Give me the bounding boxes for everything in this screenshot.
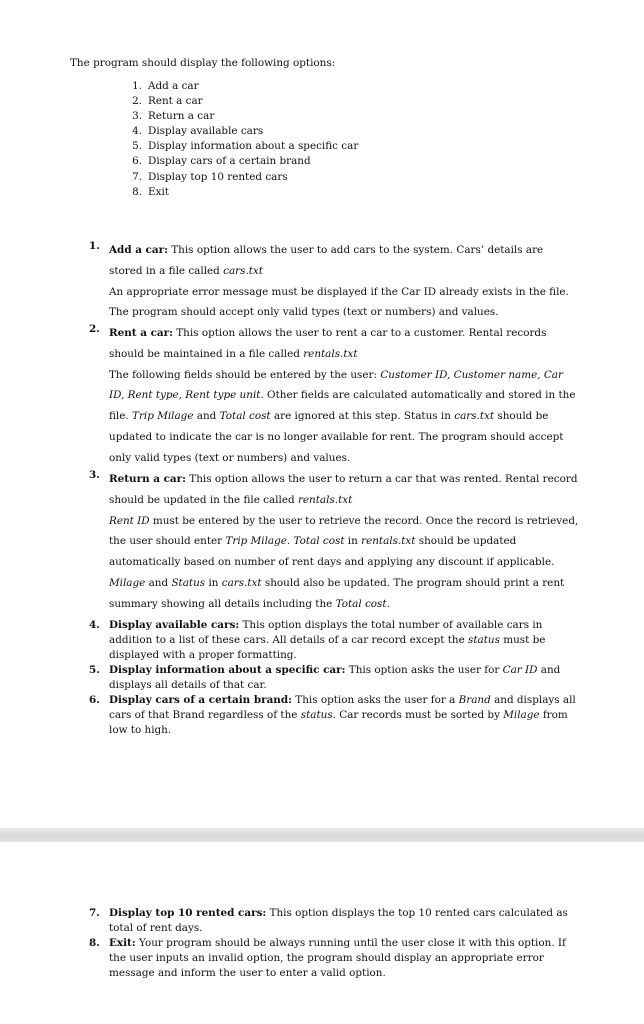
paragraph: Add a car: This option allows the user to add cars to the system. Cars’ details are stored in a file called cars.txt bbox=[109, 244, 544, 277]
option-item-display-available: 4. Display available cars bbox=[132, 125, 264, 138]
paragraph: Rent ID must be entered by the user to retrieve the record. Once the record is retrieved, the user should enter Trip Milage. Total cost in rentals.txt should be updated automatically based on number of rent days and applying any discount if applicable. Milage and Status in cars.txt should also be updated. The program should print a rent summary showing all details including the Total cost. bbox=[109, 514, 579, 610]
paragraph: Display information about a specific car: This option asks the user for Car ID and displays all details of that car. bbox=[109, 664, 561, 691]
description-display-available: 4. Display available cars: This option displays the total number of available cars in addition to a list of these cars. All details of a car record except the status must be displayed with a proper formatting. bbox=[109, 618, 579, 663]
desc-title: Return a car: bbox=[109, 473, 186, 485]
paragraph: Display top 10 rented cars: This option displays the top 10 rented cars calculated as total of rent days. bbox=[109, 907, 568, 934]
paragraph: Rent a car: This option allows the user to rent a car to a customer. Rental records should be maintained in a file called rentals.txt bbox=[109, 327, 547, 360]
description-display-brand: 6. Display cars of a certain brand: This option asks the user for a Brand and displays all cars of that Brand regardless of the status. Car records must be sorted by Milage from low to high. bbox=[109, 693, 579, 738]
description-add-car: 1. Add a car: This option allows the user to add cars to the system. Cars’ details are stored in a file called cars.txt An appropriate error message must be displayed if the Car ID already exists in the file. The program should accept only valid types (text or numbers) and values. bbox=[109, 240, 579, 323]
page-divider bbox=[0, 828, 644, 842]
desc-title: Display cars of a certain brand: bbox=[109, 694, 292, 706]
description-display-info: 5. Display information about a specific car: This option asks the user for Car ID and displays all details of that car. bbox=[109, 663, 579, 693]
option-item-return-car: 3. Return a car bbox=[132, 110, 215, 123]
option-item-display-top10: 7. Display top 10 rented cars bbox=[132, 170, 288, 183]
option-item-rent-car: 2. Rent a car bbox=[132, 95, 203, 108]
option-item-exit: 8. Exit bbox=[132, 185, 169, 198]
description-exit: 8. Exit: Your program should be always running until the user close it with this option. If the user inputs an invalid option, the program should display an appropriate error message and inform the user to enter a valid option. bbox=[109, 936, 579, 981]
options-list bbox=[132, 79, 359, 200]
paragraph: An appropriate error message must be displayed if the Car ID already exists in the file. The program should accept only valid types (text or numbers) and values. bbox=[109, 285, 569, 319]
intro-text: The program should display the following options: bbox=[70, 57, 336, 69]
paragraph: Return a car: This option allows the user to return a car that was rented. Rental record should be updated in the file called rentals.txt bbox=[109, 473, 578, 506]
desc-title: Display top 10 rented cars: bbox=[109, 907, 267, 919]
paragraph: The following fields should be entered by the user: Customer ID, Customer name, Car ID, Rent type, Rent type unit. Other fields are calculated automatically and stored in the file. Trip Milage and Total cost are ignored at this step. Status in cars.txt should be updated to indicate the car is no longer available for rent. The program should accept only valid types (text or numbers) and values. bbox=[109, 368, 576, 464]
description-return-car: 3. Return a car: This option allows the user to return a car that was rented. Rental record should be updated in the file called rentals.txt Rent ID must be entered by the user to retrieve the record. Once the record is retrieved, the user should enter Trip Milage. Total cost in rentals.txt should be updated automatically based on number of rent days and applying any discount if applicable. Milage and Status in cars.txt should also be updated. The program should print a rent summary showing all details including the Total cost. bbox=[109, 469, 579, 615]
desc-title: Display information about a specific car: bbox=[109, 664, 346, 676]
desc-title: Rent a car: bbox=[109, 327, 173, 339]
desc-title: Display available cars: bbox=[109, 619, 240, 631]
option-item-add-car: 1. Add a car bbox=[132, 80, 199, 92]
paragraph: Exit: Your program should be always running until the user close it with this option. If the user inputs an invalid option, the program should display an appropriate error message and inform the user to enter a valid option. bbox=[109, 937, 566, 979]
desc-title: Add a car: bbox=[109, 244, 168, 256]
description-display-top10: 7. Display top 10 rented cars: This option displays the top 10 rented cars calculated as total of rent days. bbox=[109, 906, 579, 936]
paragraph: Display cars of a certain brand: This option asks the user for a Brand and displays all cars of that Brand regardless of the status. Car records must be sorted by Milage from low to high. bbox=[109, 694, 576, 736]
page-2 bbox=[0, 842, 644, 1024]
option-item-display-info: 5. Display information about a specific car bbox=[132, 140, 359, 153]
option-item-display-brand: 6. Display cars of a certain brand bbox=[132, 155, 311, 168]
description-rent-car: 2. Rent a car: This option allows the user to rent a car to a customer. Rental records should be maintained in a file called rentals.txt The following fields should be entered by the user: Customer ID, Customer name, Car ID, Rent type, Rent type unit. Other fields are calculated automatically and stored in the file. Trip Milage and Total cost are ignored at this step. Status in cars.txt should be updated to indicate the car is no longer available for rent. The program should accept only valid types (text or numbers) and values. bbox=[109, 323, 579, 469]
desc-title: Exit: bbox=[109, 937, 136, 949]
paragraph: Display available cars: This option displays the total number of available cars in addition to a list of these cars. All details of a car record except the status must be displayed with a proper formatting. bbox=[109, 619, 546, 661]
